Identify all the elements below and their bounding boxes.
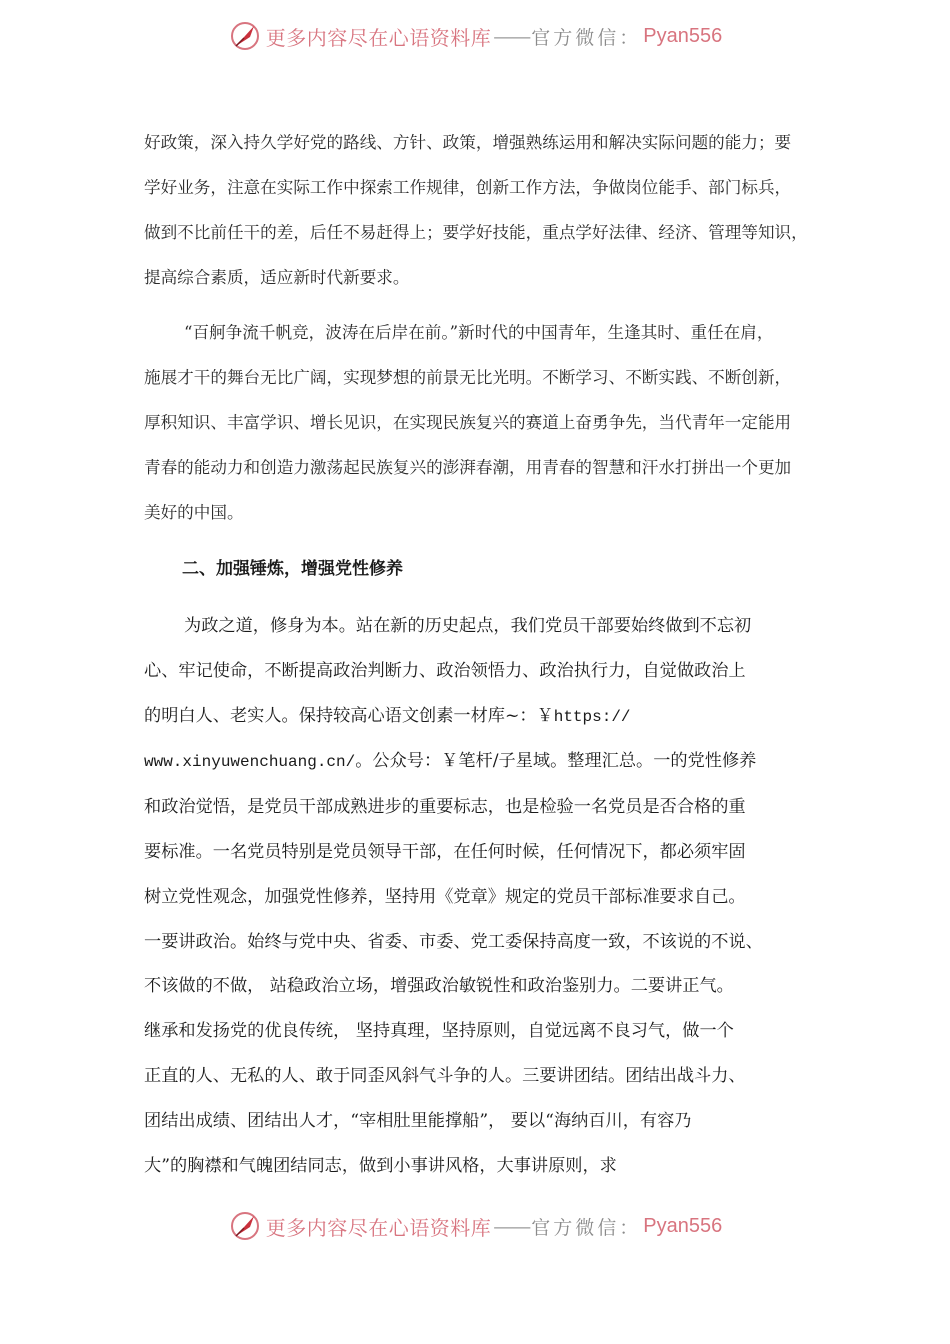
- text-line: 青春的能动力和创造力激荡起民族复兴的澎湃春潮，用青春的智慧和汗水打拼出一个更加: [144, 458, 792, 477]
- document-body: [144, 120, 824, 1188]
- paragraph-party-spirit: [144, 604, 824, 1188]
- text-line: 和政治觉悟，是党员干部成熟进步的重要标志，也是检验一名党员是否合格的重: [144, 797, 746, 818]
- text-span: 的明白人、老实人。保持较高心语文创素一材库~：￥: [144, 705, 554, 726]
- banner-wechat-id: Pyan556: [643, 1214, 723, 1237]
- text-line: 学好业务，注意在实际工作中探索工作规律，创新工作方法，争做岗位能手、部门标兵，: [144, 178, 792, 197]
- quill-logo-icon: [228, 19, 262, 53]
- text-line: 好政策，深入持久学好党的路线、方针、政策，增强熟练运用和解决实际问题的能力；要: [144, 133, 792, 152]
- text-line: 美好的中国。: [144, 503, 244, 522]
- text-line: 提高综合素质，适应新时代新要求。: [144, 268, 410, 287]
- url-fragment: www.xinyuwenchuang.cn/: [144, 753, 356, 772]
- banner-wechat-id: Pyan556: [643, 24, 723, 47]
- url-fragment: https://: [553, 707, 631, 726]
- banner-dash: ——: [493, 1214, 530, 1238]
- text-line: 做到不比前任干的差，后任不易赶得上；要学好技能，重点学好法律、经济、管理等知识，: [144, 223, 808, 242]
- section-heading: 二、加强锤炼，增强党性修养: [182, 559, 403, 579]
- paragraph-study: [144, 120, 824, 300]
- text-line: 不该做的不做， 站稳政治立场，增强政治敏锐性和政治鉴别力。二要讲正气。: [144, 976, 734, 997]
- text-line: [144, 694, 824, 740]
- text-span: 。公众号：￥笔杆/子星域。整理汇总。一的党性修养: [355, 751, 757, 772]
- text-line: 树立党性观念，加强党性修养，坚持用《党章》规定的党员干部标准要求自己。: [144, 886, 746, 907]
- text-line: 施展才干的舞台无比广阔，实现梦想的前景无比光明。不断学习、不断实践、不断创新，: [144, 368, 792, 387]
- quill-logo-icon: [228, 1209, 262, 1243]
- banner-title: 更多内容尽在心语资料库: [265, 25, 492, 50]
- text-line: 团结出成绩、团结出人才，“宰相肚里能撑船”， 要以“海纳百川，有容乃: [144, 1110, 692, 1131]
- text-line: 正直的人、无私的人、敢于同歪风斜气斗争的人。三要讲团结。团结出战斗力、: [144, 1065, 746, 1086]
- text-line: 要标准。一名党员特别是党员领导干部，在任何时候，任何情况下，都必须牢固: [144, 841, 746, 862]
- banner-wechat-label: 官方微信：: [531, 26, 642, 49]
- banner-wechat-label: 官方微信：: [531, 1216, 642, 1239]
- text-line: [144, 739, 824, 785]
- text-line: 大”的胸襟和气魄团结同志，做到小事讲风格，大事讲原则，求: [144, 1155, 617, 1176]
- text-line: 继承和发扬党的优良传统， 坚持真理，坚持原则，自觉远离不良习气，做一个: [144, 1021, 734, 1042]
- text-line: 为政之道，修身为本。站在新的历史起点，我们党员干部要始终做到不忘初: [184, 616, 752, 636]
- header-banner: [0, 16, 950, 56]
- text-line: 心、牢记使命，不断提高政治判断力、政治领悟力、政治执行力，自觉做政治上: [144, 660, 746, 681]
- paragraph-youth: [144, 310, 824, 535]
- banner-dash: ——: [493, 24, 530, 48]
- footer-banner: [0, 1206, 950, 1246]
- text-line: 厚积知识、丰富学识、增长见识，在实现民族复兴的赛道上奋勇争先，当代青年一定能用: [144, 413, 792, 432]
- text-line: 一要讲政治。始终与党中央、省委、市委、党工委保持高度一致，不该说的不说、: [144, 931, 763, 952]
- banner-title: 更多内容尽在心语资料库: [265, 1215, 492, 1240]
- text-line: “百舸争流千帆竞，波涛在后岸在前。”新时代的中国青年，生逢其时、重任在肩，: [184, 323, 774, 342]
